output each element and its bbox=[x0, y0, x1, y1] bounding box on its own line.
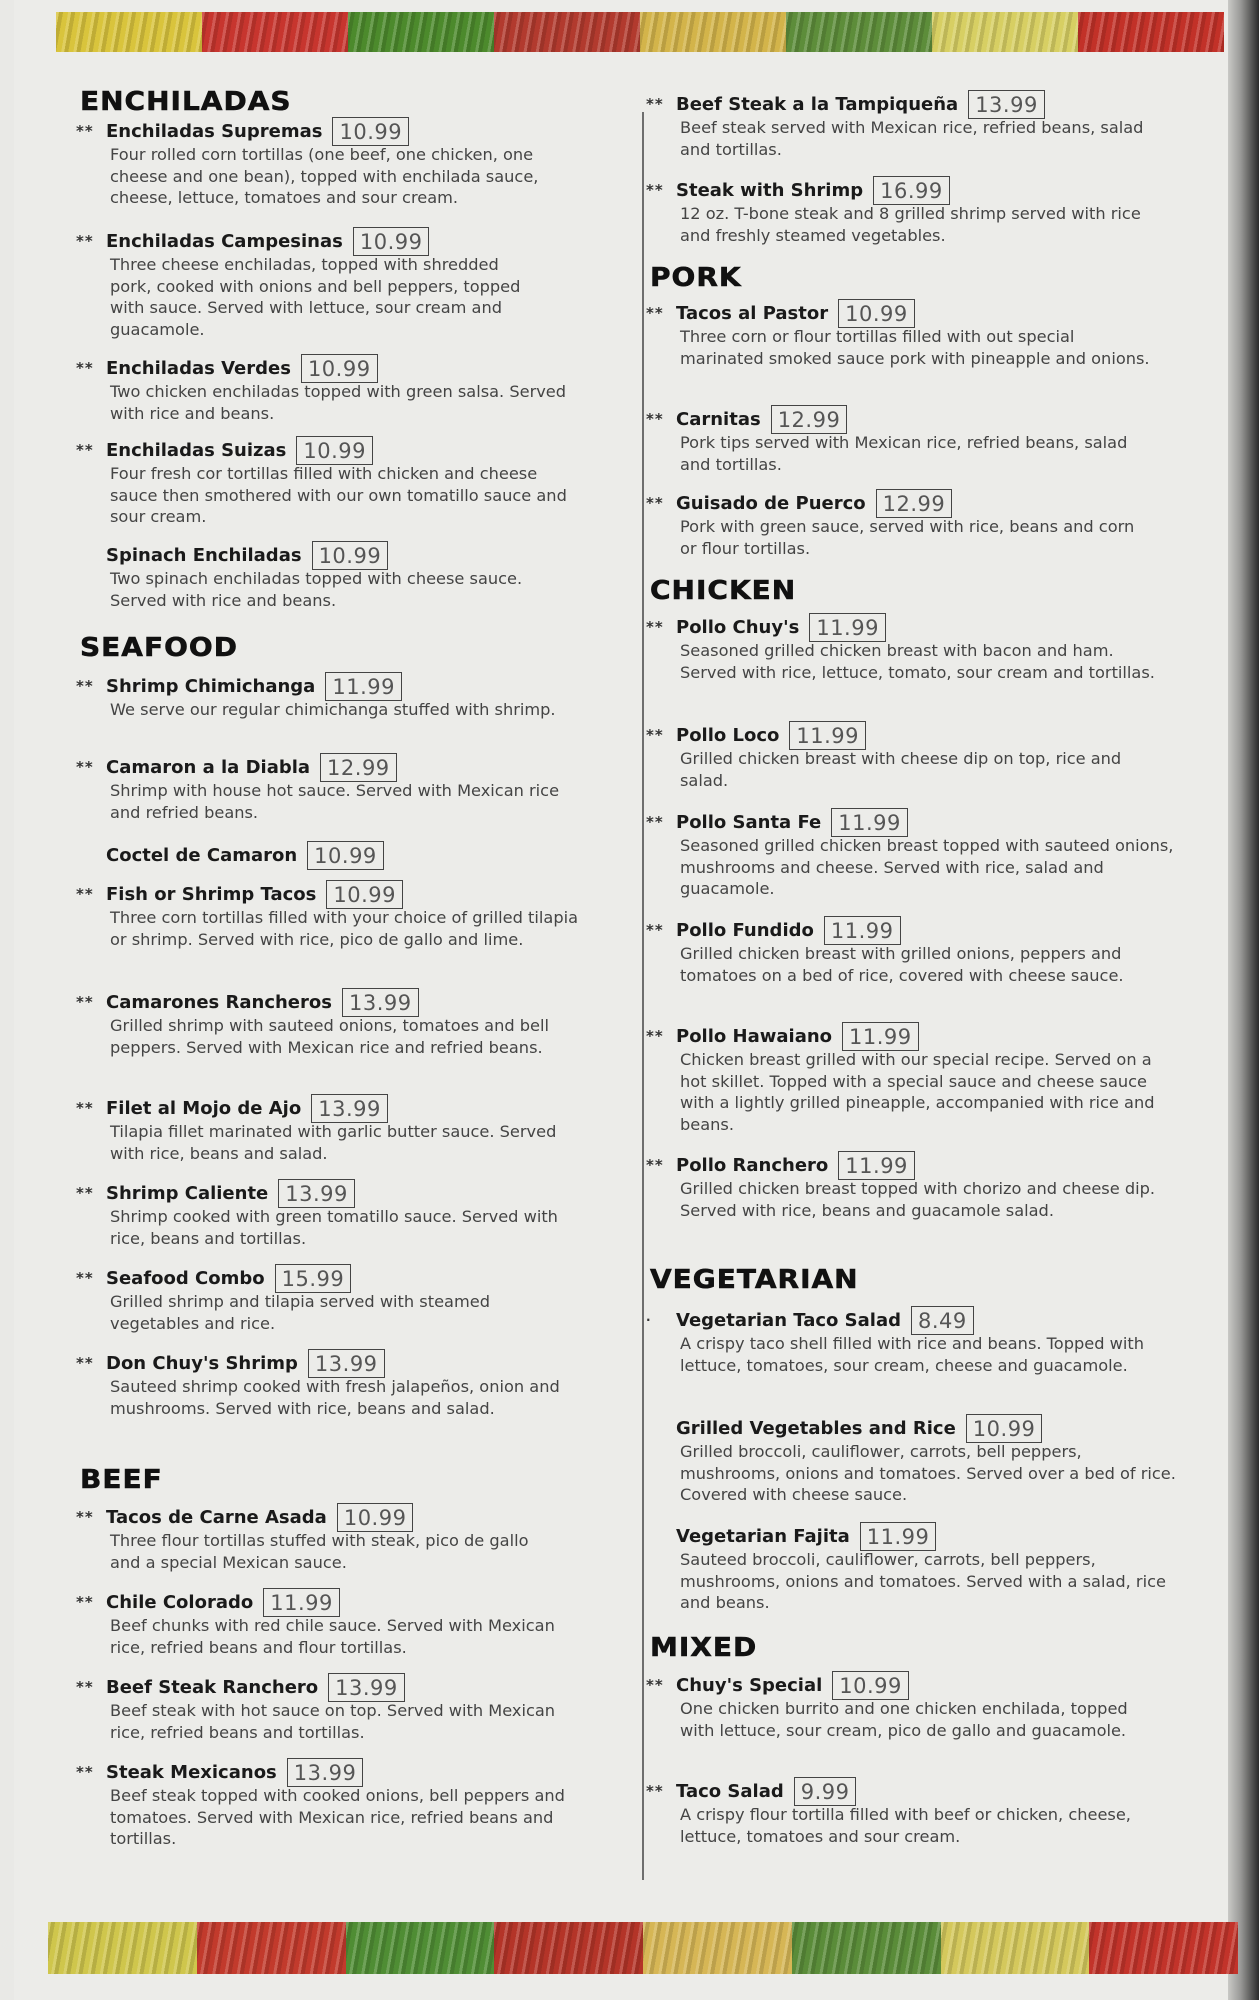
stars-marker: ** bbox=[76, 359, 94, 377]
item-description: Shrimp with house hot sauce. Served with Mexican rice and refried beans. bbox=[110, 781, 560, 822]
stars-marker: · bbox=[646, 1313, 652, 1327]
menu-item bbox=[646, 1021, 1190, 1135]
item-name: Enchiladas Supremas bbox=[106, 120, 323, 142]
stripe-segment bbox=[941, 1922, 1090, 1974]
item-name: Carnitas bbox=[676, 408, 761, 430]
item-name: Vegetarian Taco Salad bbox=[676, 1309, 901, 1331]
item-price: 10.99 bbox=[966, 1414, 1043, 1443]
item-name: Tacos de Carne Asada bbox=[106, 1506, 327, 1528]
item-name: Steak Mexicanos bbox=[106, 1761, 277, 1783]
item-price: 12.99 bbox=[320, 753, 397, 782]
item-description: A crispy flour tortilla filled with beef or chicken, cheese, lettuce, tomatoes and sour cream. bbox=[680, 1805, 1131, 1846]
item-description: Pork with green sauce, served with rice, beans and corn or flour tortillas. bbox=[680, 517, 1135, 558]
stripe-segment bbox=[48, 1922, 197, 1974]
decorative-stripe-top bbox=[56, 12, 1224, 52]
stars-marker: ** bbox=[76, 758, 94, 776]
stars-marker: ** bbox=[646, 1156, 664, 1174]
menu-item bbox=[76, 1093, 600, 1164]
menu-item bbox=[76, 1348, 600, 1419]
stripe-segment bbox=[346, 1922, 495, 1974]
item-name: Beef Steak Ranchero bbox=[106, 1676, 319, 1698]
item-price: 13.99 bbox=[328, 1673, 405, 1702]
item-description: One chicken burrito and one chicken enchilada, topped with lettuce, sour cream, pico de gallo and guacamole. bbox=[680, 1699, 1128, 1740]
item-price: 13.99 bbox=[287, 1758, 364, 1787]
item-description: Grilled chicken breast with cheese dip on top, rice and salad. bbox=[680, 749, 1122, 790]
item-description: Grilled chicken breast with grilled onions, peppers and tomatoes on a bed of rice, covered with cheese sauce. bbox=[680, 944, 1124, 985]
stripe-segment bbox=[786, 12, 932, 52]
stripe-segment bbox=[1078, 12, 1224, 52]
item-description: Two chicken enchiladas topped with green salsa. Served with rice and beans. bbox=[110, 382, 567, 423]
stripe-segment bbox=[197, 1922, 346, 1974]
item-price: 10.99 bbox=[301, 354, 378, 383]
menu-item bbox=[76, 1263, 600, 1334]
item-price: 13.99 bbox=[342, 988, 419, 1017]
item-price: 9.99 bbox=[794, 1777, 857, 1806]
menu-item bbox=[76, 1502, 600, 1573]
menu-item bbox=[646, 720, 1190, 791]
item-description: Pork tips served with Mexican rice, refried beans, salad and tortillas. bbox=[680, 433, 1128, 474]
item-description: Sauteed broccoli, cauliflower, carrots, bell peppers, mushrooms, onions and tomatoes. Served with a salad, rice and beans. bbox=[680, 1550, 1166, 1612]
section-title-chicken: CHICKEN bbox=[650, 575, 797, 606]
item-price: 10.99 bbox=[326, 880, 403, 909]
item-price: 11.99 bbox=[860, 1522, 937, 1551]
menu-page bbox=[14, 0, 1228, 2000]
menu-item bbox=[646, 807, 1190, 900]
item-name: Don Chuy's Shrimp bbox=[106, 1352, 298, 1374]
item-name: Pollo Fundido bbox=[676, 919, 814, 941]
item-description: Grilled broccoli, cauliflower, carrots, bell peppers, mushrooms, onions and tomatoes. Served over a bed of rice. Covered with cheese sauce. bbox=[680, 1442, 1176, 1504]
item-description: Three corn or flour tortillas filled with out special marinated smoked sauce pork with pineapple and onions. bbox=[680, 327, 1150, 368]
stars-marker: ** bbox=[76, 122, 94, 140]
menu-item bbox=[76, 1587, 600, 1658]
stars-marker: ** bbox=[646, 921, 664, 939]
item-price: 10.99 bbox=[307, 841, 384, 870]
item-description: Three corn tortillas filled with your choice of grilled tilapia or shrimp. Served with rice, pico de gallo and lime. bbox=[110, 908, 579, 949]
item-name: Shrimp Chimichanga bbox=[106, 675, 316, 697]
stars-marker: ** bbox=[76, 1099, 94, 1117]
item-description: Four rolled corn tortillas (one beef, one chicken, one cheese and one bean), topped with enchilada sauce, cheese, lettuce, tomatoes and sour cream. bbox=[110, 145, 539, 207]
menu-item bbox=[76, 1672, 600, 1743]
stars-marker: ** bbox=[76, 1269, 94, 1287]
item-description: 12 oz. T-bone steak and 8 grilled shrimp served with rice and freshly steamed vegetables. bbox=[680, 204, 1141, 245]
menu-item bbox=[646, 915, 1190, 986]
stripe-segment bbox=[348, 12, 494, 52]
item-description: Beef steak topped with cooked onions, bell peppers and tomatoes. Served with Mexican rice, refried beans and tortillas. bbox=[110, 1786, 565, 1848]
stripe-segment bbox=[56, 12, 202, 52]
menu-item bbox=[76, 987, 600, 1058]
stars-marker: ** bbox=[76, 993, 94, 1011]
item-name: Spinach Enchiladas bbox=[106, 544, 302, 566]
item-description: Grilled shrimp with sauteed onions, tomatoes and bell peppers. Served with Mexican rice and refried beans. bbox=[110, 1016, 549, 1057]
menu-item bbox=[646, 1150, 1190, 1221]
item-name: Vegetarian Fajita bbox=[676, 1525, 850, 1547]
item-name: Pollo Hawaiano bbox=[676, 1025, 833, 1047]
item-price: 8.49 bbox=[911, 1306, 974, 1335]
item-description: We serve our regular chimichanga stuffed with shrimp. bbox=[110, 700, 556, 719]
section-title-enchiladas: ENCHILADAS bbox=[80, 86, 292, 117]
stripe-segment bbox=[1089, 1922, 1238, 1974]
item-price: 11.99 bbox=[831, 808, 908, 837]
stars-marker: ** bbox=[646, 1782, 664, 1800]
column-divider bbox=[642, 112, 644, 1880]
stars-marker: ** bbox=[76, 1763, 94, 1781]
stripe-segment bbox=[494, 1922, 643, 1974]
item-price: 11.99 bbox=[842, 1022, 919, 1051]
stripe-segment bbox=[643, 1922, 792, 1974]
menu-item bbox=[76, 116, 600, 209]
item-price: 11.99 bbox=[838, 1151, 915, 1180]
stars-marker: ** bbox=[646, 618, 664, 636]
menu-item bbox=[80, 540, 600, 611]
menu-item bbox=[646, 175, 1190, 246]
menu-item bbox=[646, 612, 1190, 683]
stars-marker: ** bbox=[76, 1593, 94, 1611]
stripe-segment bbox=[494, 12, 640, 52]
item-description: Three flour tortillas stuffed with steak, pico de gallo and a special Mexican sauce. bbox=[110, 1531, 529, 1572]
item-price: 13.99 bbox=[278, 1179, 355, 1208]
item-price: 10.99 bbox=[353, 227, 430, 256]
item-price: 11.99 bbox=[789, 721, 866, 750]
item-name: Enchiladas Campesinas bbox=[106, 230, 343, 252]
item-price: 10.99 bbox=[838, 299, 915, 328]
stars-marker: ** bbox=[646, 813, 664, 831]
item-description: Seasoned grilled chicken breast topped with sauteed onions, mushrooms and cheese. Served with rice, salad and guacamole. bbox=[680, 836, 1174, 898]
item-name: Filet al Mojo de Ajo bbox=[106, 1097, 302, 1119]
stars-marker: ** bbox=[76, 1184, 94, 1202]
stars-marker: ** bbox=[646, 181, 664, 199]
item-description: Three cheese enchiladas, topped with shredded pork, cooked with onions and bell peppers, topped with sauce. Served with lettuce, sour cream and guacamole. bbox=[110, 255, 521, 339]
item-price: 11.99 bbox=[263, 1588, 340, 1617]
menu-item bbox=[80, 840, 600, 870]
menu-item bbox=[646, 1305, 1190, 1376]
item-name: Grilled Vegetables and Rice bbox=[676, 1417, 956, 1439]
item-name: Pollo Santa Fe bbox=[676, 811, 822, 833]
item-description: Tilapia fillet marinated with garlic butter sauce. Served with rice, beans and salad. bbox=[110, 1122, 557, 1163]
item-price: 12.99 bbox=[876, 489, 953, 518]
menu-item bbox=[646, 1670, 1190, 1741]
stripe-segment bbox=[640, 12, 786, 52]
item-name: Tacos al Pastor bbox=[676, 302, 829, 324]
stars-marker: ** bbox=[646, 95, 664, 113]
stars-marker: ** bbox=[76, 885, 94, 903]
stripe-segment bbox=[792, 1922, 941, 1974]
menu-item bbox=[646, 1776, 1190, 1847]
stars-marker: ** bbox=[76, 1508, 94, 1526]
item-description: Beef steak with hot sauce on top. Served with Mexican rice, refried beans and tortillas. bbox=[110, 1701, 556, 1742]
menu-item bbox=[646, 298, 1190, 369]
decorative-stripe-bottom bbox=[48, 1922, 1238, 1974]
item-name: Camarones Rancheros bbox=[106, 991, 332, 1013]
menu-item bbox=[646, 404, 1190, 475]
stars-marker: ** bbox=[76, 232, 94, 250]
item-name: Beef Steak a la Tampiqueña bbox=[676, 93, 959, 115]
menu-item bbox=[76, 353, 600, 424]
item-name: Steak with Shrimp bbox=[676, 179, 864, 201]
item-name: Pollo Ranchero bbox=[676, 1154, 829, 1176]
menu-item bbox=[650, 1521, 1190, 1614]
item-name: Camaron a la Diabla bbox=[106, 756, 311, 778]
stars-marker: ** bbox=[646, 726, 664, 744]
stars-marker: ** bbox=[646, 304, 664, 322]
menu-item bbox=[76, 226, 600, 340]
item-name: Chuy's Special bbox=[676, 1674, 823, 1696]
item-description: Grilled shrimp and tilapia served with steamed vegetables and rice. bbox=[110, 1292, 490, 1333]
item-name: Coctel de Camaron bbox=[106, 844, 298, 866]
section-title-pork: PORK bbox=[650, 262, 742, 293]
item-description: Chicken breast grilled with our special recipe. Served on a hot skillet. Topped with a special sauce and cheese sauce with a lightly grilled pineapple, accompanied with rice and beans. bbox=[680, 1050, 1155, 1134]
item-price: 13.99 bbox=[308, 1349, 385, 1378]
stars-marker: ** bbox=[646, 410, 664, 428]
section-title-seafood: SEAFOOD bbox=[80, 632, 238, 663]
item-name: Shrimp Caliente bbox=[106, 1182, 269, 1204]
item-price: 15.99 bbox=[275, 1264, 352, 1293]
menu-item bbox=[76, 435, 600, 528]
menu-item bbox=[76, 879, 600, 950]
menu-item bbox=[646, 488, 1190, 559]
item-description: Sauteed shrimp cooked with fresh jalapeños, onion and mushrooms. Served with rice, beans and salad. bbox=[110, 1377, 560, 1418]
item-price: 11.99 bbox=[325, 672, 402, 701]
item-price: 10.99 bbox=[832, 1671, 909, 1700]
item-name: Taco Salad bbox=[676, 1780, 784, 1802]
section-title-vegetarian: VEGETARIAN bbox=[650, 1264, 859, 1295]
item-description: Two spinach enchiladas topped with cheese sauce. Served with rice and beans. bbox=[110, 569, 523, 610]
stripe-segment bbox=[932, 12, 1078, 52]
stars-marker: ** bbox=[76, 1678, 94, 1696]
item-description: Beef steak served with Mexican rice, refried beans, salad and tortillas. bbox=[680, 118, 1144, 159]
screen-bezel bbox=[1228, 0, 1259, 2000]
stars-marker: ** bbox=[76, 441, 94, 459]
item-description: Seasoned grilled chicken breast with bacon and ham. Served with rice, lettuce, tomato, sour cream and tortillas. bbox=[680, 641, 1155, 682]
item-name: Fish or Shrimp Tacos bbox=[106, 883, 317, 905]
section-title-beef: BEEF bbox=[80, 1464, 163, 1495]
item-name: Pollo Loco bbox=[676, 724, 780, 746]
section-title-mixed: MIXED bbox=[650, 1632, 758, 1663]
item-price: 16.99 bbox=[873, 176, 950, 205]
menu-item bbox=[76, 752, 600, 823]
item-price: 11.99 bbox=[824, 916, 901, 945]
menu-item bbox=[650, 1413, 1190, 1506]
menu-item bbox=[76, 1178, 600, 1249]
item-price: 10.99 bbox=[332, 117, 409, 146]
item-description: Grilled chicken breast topped with chorizo and cheese dip. Served with rice, beans and guacamole salad. bbox=[680, 1179, 1156, 1220]
item-name: Seafood Combo bbox=[106, 1267, 265, 1289]
stars-marker: ** bbox=[646, 494, 664, 512]
item-price: 10.99 bbox=[312, 541, 389, 570]
item-price: 10.99 bbox=[296, 436, 373, 465]
menu-item bbox=[76, 1757, 600, 1850]
stars-marker: ** bbox=[646, 1027, 664, 1045]
item-price: 11.99 bbox=[809, 613, 886, 642]
item-name: Enchiladas Verdes bbox=[106, 357, 291, 379]
item-price: 13.99 bbox=[968, 90, 1045, 119]
item-name: Chile Colorado bbox=[106, 1591, 254, 1613]
stars-marker: ** bbox=[76, 677, 94, 695]
item-name: Enchiladas Suizas bbox=[106, 439, 287, 461]
stripe-segment bbox=[202, 12, 348, 52]
item-price: 10.99 bbox=[337, 1503, 414, 1532]
item-description: Four fresh cor tortillas filled with chicken and cheese sauce then smothered with our own tomatillo sauce and sour cream. bbox=[110, 464, 567, 526]
item-price: 13.99 bbox=[311, 1094, 388, 1123]
item-name: Pollo Chuy's bbox=[676, 616, 800, 638]
item-description: A crispy taco shell filled with rice and beans. Topped with lettuce, tomatoes, sour cream, cheese and guacamole. bbox=[680, 1334, 1144, 1375]
item-price: 12.99 bbox=[771, 405, 848, 434]
stars-marker: ** bbox=[646, 1676, 664, 1694]
menu-item bbox=[646, 89, 1190, 160]
item-name: Guisado de Puerco bbox=[676, 492, 866, 514]
stars-marker: ** bbox=[76, 1354, 94, 1372]
item-description: Beef chunks with red chile sauce. Served with Mexican rice, refried beans and flour tortillas. bbox=[110, 1616, 555, 1657]
item-description: Shrimp cooked with green tomatillo sauce. Served with rice, beans and tortillas. bbox=[110, 1207, 558, 1248]
menu-item bbox=[76, 671, 600, 721]
